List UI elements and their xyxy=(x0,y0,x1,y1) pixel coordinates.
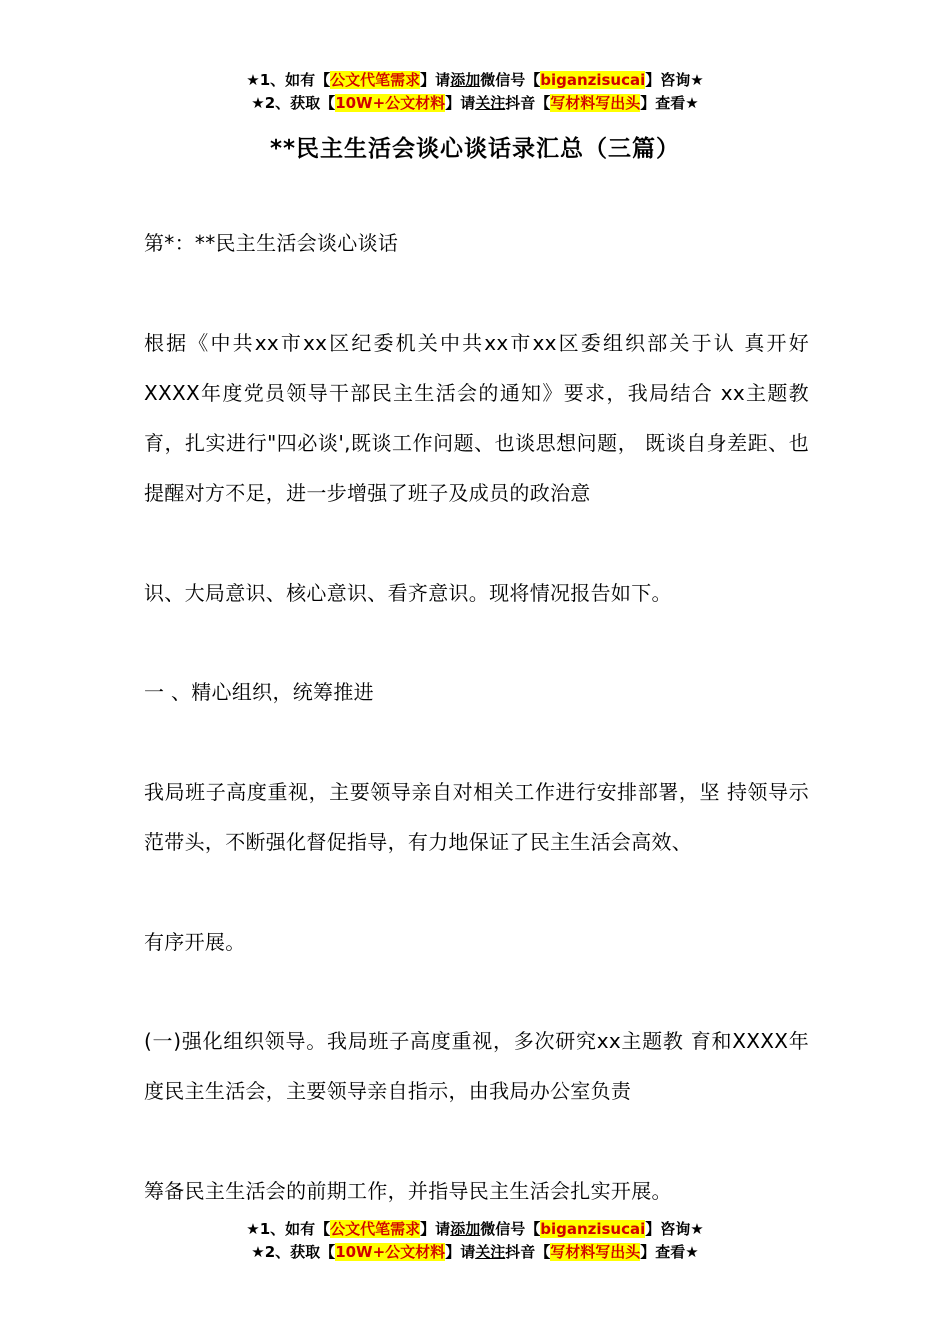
header-promo-banner xyxy=(0,69,950,115)
body-paragraph: 我局班子高度重视，主要领导亲自对相关工作进行安排部署，坚 持领导示范带头，不断强化督促指导，有力地保证了民主生活会高效、 xyxy=(144,780,809,854)
body-paragraph-continuation: 筹备民主生活会的前期工作，并指导民主生活会扎实开展。 xyxy=(144,1179,672,1203)
wechat-id-highlight: biganzisucai xyxy=(540,1220,646,1238)
promo-highlight: 10W+公文材料 xyxy=(335,94,446,112)
promo-text: 】查看★ xyxy=(640,1243,699,1261)
douyin-highlight: 写材料写出头 xyxy=(550,94,641,112)
promo-text: 抖音【 xyxy=(505,94,551,112)
body-paragraph-continuation: 识、大局意识、核心意识、看齐意识。现将情况报告如下。 xyxy=(144,581,672,605)
promo-text: 抖音【 xyxy=(505,1243,551,1261)
promo-underlined: 添加 xyxy=(450,1220,481,1238)
promo-line-2 xyxy=(0,92,950,115)
douyin-highlight: 写材料写出头 xyxy=(550,1243,641,1261)
promo-underlined: 关注 xyxy=(475,94,506,112)
promo-highlight: 10W+公文材料 xyxy=(335,1243,446,1261)
promo-text: ★1、如有【 xyxy=(246,1220,331,1238)
footer-promo-banner xyxy=(0,1218,950,1264)
subsection-heading: 一 、精心组织，统筹推进 xyxy=(144,680,374,704)
promo-underlined: 添加 xyxy=(450,71,481,89)
promo-line-2 xyxy=(0,1241,950,1264)
promo-line-1 xyxy=(0,69,950,92)
promo-underlined: 关注 xyxy=(475,1243,506,1261)
promo-text: ★2、获取【 xyxy=(251,1243,336,1261)
body-paragraph: (一)强化组织领导。我局班子高度重视，多次研究xx主题教 育和XXXX年度民主生活会，主要领导亲自指示，由我局办公室负责 xyxy=(144,1029,809,1103)
promo-text: 】查看★ xyxy=(640,94,699,112)
promo-text: 】咨询★ xyxy=(645,71,704,89)
promo-text: 】请 xyxy=(445,1243,476,1261)
promo-text: 】请 xyxy=(420,1220,451,1238)
promo-text: 】请 xyxy=(420,71,451,89)
document-title: **民主生活会谈心谈话录汇总（三篇） xyxy=(269,136,681,162)
wechat-id-highlight: biganzisucai xyxy=(540,71,646,89)
promo-line-1 xyxy=(0,1218,950,1241)
section-heading: 第*：**民主生活会谈心谈话 xyxy=(144,231,399,255)
promo-text: 】请 xyxy=(445,94,476,112)
body-paragraph: 根据《中共xx市xx区纪委机关中共xx市xx区委组织部关于认 真开好XXXX年度党员领导干部民主生活会的通知》要求，我局结合 xx主题教育，扎实进行"四必谈',既谈工作问题、也谈思想问题， 既谈自身差距、也提醒对方不足，进一步增强了班子及成员的政治意 xyxy=(144,331,809,505)
body-paragraph-continuation: 有序开展。 xyxy=(144,930,246,954)
promo-highlight: 公文代笔需求 xyxy=(330,1220,421,1238)
promo-text: 】咨询★ xyxy=(645,1220,704,1238)
promo-text: 微信号【 xyxy=(480,71,541,89)
promo-text: ★2、获取【 xyxy=(251,94,336,112)
promo-text: 微信号【 xyxy=(480,1220,541,1238)
promo-highlight: 公文代笔需求 xyxy=(330,71,421,89)
promo-text: ★1、如有【 xyxy=(246,71,331,89)
